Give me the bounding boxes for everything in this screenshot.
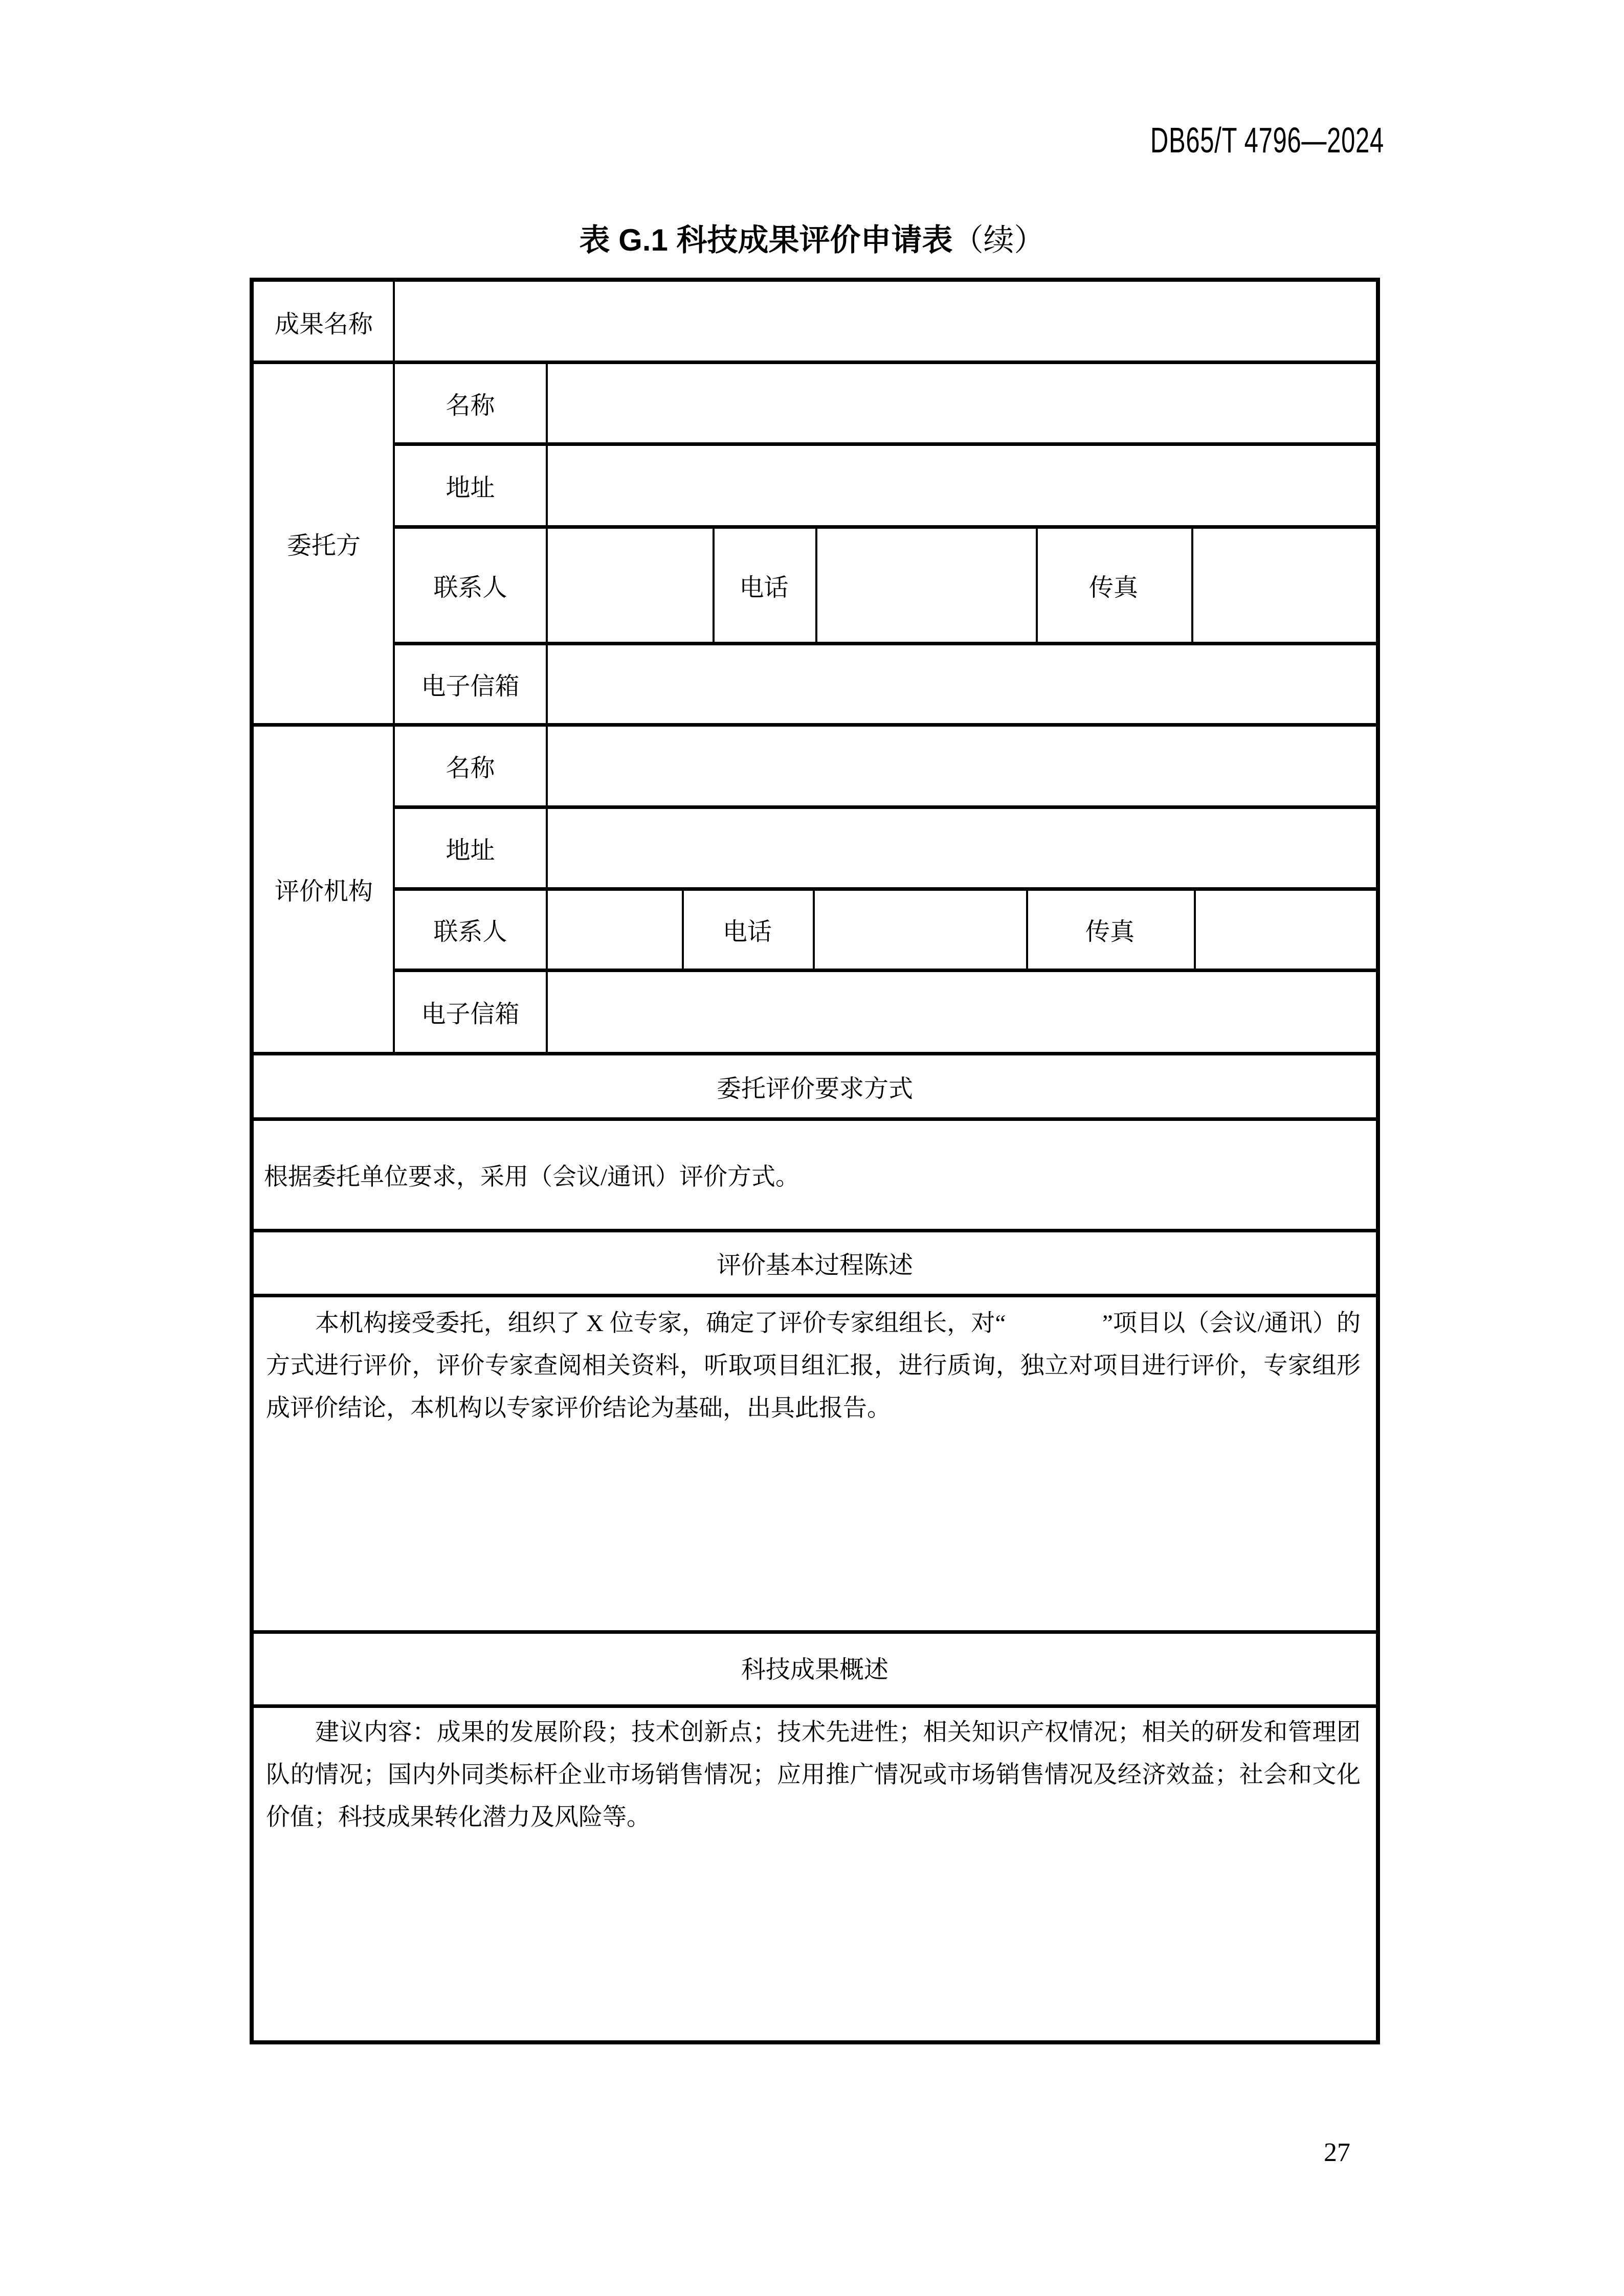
- page-number: 27: [1324, 2138, 1350, 2167]
- agency-phone-label: 电话: [722, 918, 772, 946]
- client-name-value: [547, 362, 1376, 444]
- overview-text: 建议内容：成果的发展阶段；技术创新点；技术先进性；相关知识产权情况；相关的研发和管理团队的情况；国内外同类标杆企业市场销售情况；应用推广情况或市场销售情况及经济效益；社会和文化价值；科技成果转化潜力及风险等。: [266, 1719, 1361, 1831]
- table-title-suffix: （续）: [952, 223, 1045, 257]
- result-name-label: 成果名称: [274, 311, 373, 338]
- client-email-value: [547, 643, 1376, 725]
- agency-address-label: 地址: [446, 837, 495, 864]
- client-address-label: 地址: [446, 474, 495, 502]
- agency-group-label: 评价机构: [274, 878, 373, 905]
- process-text: 本机构接受委托，组织了 X 位专家，确定了评价专家组组长，对“ ”项目以（会议/通讯）的方式进行评价，评价专家查阅相关资料，听取项目组汇报，进行质询，独立对项目进行评价，专家组形成评价结论，本机构以专家评价结论为基础，出具此报告。: [266, 1310, 1361, 1422]
- agency-email-label: 电子信箱: [421, 1001, 520, 1028]
- table-title: [0, 216, 1624, 260]
- agency-address-value: [547, 807, 1376, 889]
- application-form-table: [250, 278, 1380, 2044]
- client-fax-value: [1191, 527, 1376, 643]
- client-phone-value: [815, 527, 1036, 643]
- client-email-label: 电子信箱: [421, 673, 520, 700]
- method-text: 根据委托单位要求，采用（会议/通讯）评价方式。: [264, 1163, 800, 1190]
- agency-phone-value: [813, 889, 1026, 970]
- process-header: 评价基本过程陈述: [716, 1252, 913, 1279]
- client-contact-label: 联系人: [433, 574, 507, 601]
- agency-name-label: 名称: [446, 755, 495, 782]
- agency-contact-label: 联系人: [433, 918, 507, 946]
- result-name-value: [394, 282, 1376, 362]
- agency-contact-value: [547, 889, 682, 970]
- client-address-value: [547, 444, 1376, 527]
- standard-code: DB65/T 4796—2024: [1150, 120, 1384, 160]
- agency-fax-value: [1194, 889, 1376, 970]
- client-contact-value: [547, 527, 713, 643]
- agency-email-value: [547, 970, 1376, 1053]
- table-title-main: 表 G.1 科技成果评价申请表: [579, 223, 953, 257]
- method-header: 委托评价要求方式: [716, 1075, 913, 1102]
- client-group-label: 委托方: [286, 532, 361, 559]
- agency-fax-label: 传真: [1085, 918, 1134, 946]
- agency-name-value: [547, 725, 1376, 807]
- overview-header: 科技成果概述: [741, 1656, 888, 1683]
- client-fax-label: 传真: [1088, 574, 1138, 601]
- client-phone-label: 电话: [739, 574, 789, 601]
- client-name-label: 名称: [446, 392, 495, 419]
